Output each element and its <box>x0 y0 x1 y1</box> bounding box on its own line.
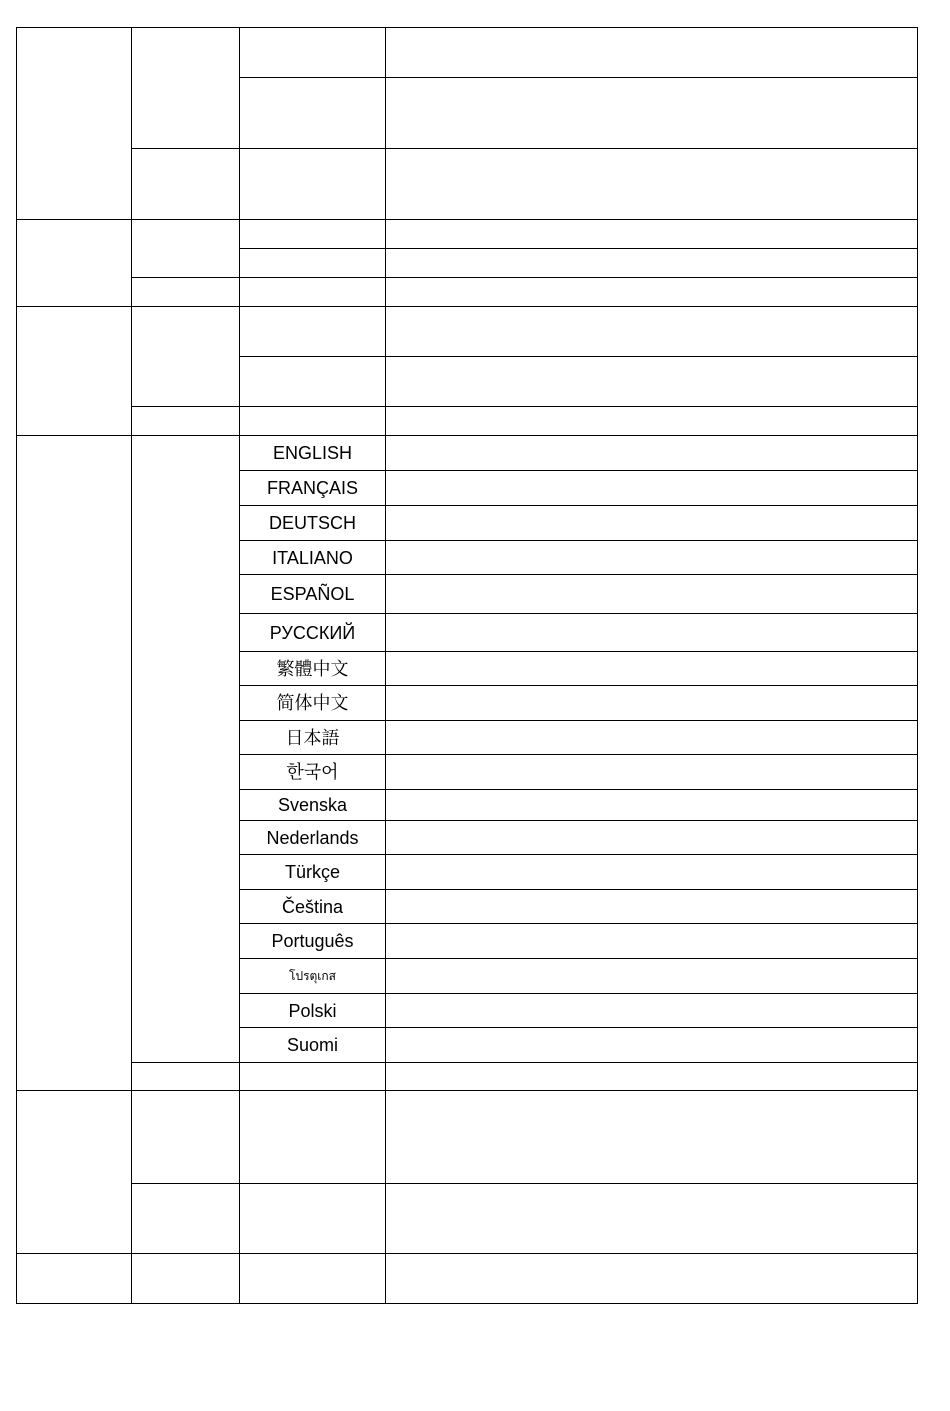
table-cell <box>240 407 386 436</box>
table-row <box>17 1254 918 1304</box>
language-option: 日本語 <box>240 721 386 755</box>
table-cell <box>240 1091 386 1184</box>
table-cell <box>132 1063 240 1091</box>
table-cell <box>386 614 918 652</box>
table-row <box>17 149 918 220</box>
table-row <box>17 407 918 436</box>
table-cell <box>386 1063 918 1091</box>
table-cell <box>240 220 386 249</box>
table-cell <box>132 220 240 278</box>
language-option: Suomi <box>240 1028 386 1063</box>
table-cell <box>17 436 132 1091</box>
language-option: DEUTSCH <box>240 506 386 541</box>
table-row <box>17 1184 918 1254</box>
language-option: ESPAÑOL <box>240 575 386 614</box>
table-cell <box>386 924 918 959</box>
table-cell <box>386 755 918 790</box>
table-cell <box>132 407 240 436</box>
table-cell <box>386 149 918 220</box>
table-cell <box>386 357 918 407</box>
table-cell <box>240 357 386 407</box>
table-cell <box>240 249 386 278</box>
spec-table <box>16 27 918 1304</box>
language-option: РУССКИЙ <box>240 614 386 652</box>
table-cell <box>240 1184 386 1254</box>
table-cell <box>386 249 918 278</box>
language-option: Polski <box>240 994 386 1028</box>
table-cell <box>386 855 918 890</box>
table-cell <box>386 407 918 436</box>
language-option: Svenska <box>240 790 386 821</box>
table-cell <box>386 821 918 855</box>
table-cell <box>17 1091 132 1254</box>
table-cell <box>386 994 918 1028</box>
language-option: ENGLISH <box>240 436 386 471</box>
table-row <box>17 220 918 249</box>
table-row <box>17 436 918 471</box>
language-option: Čeština <box>240 890 386 924</box>
table-cell <box>386 1254 918 1304</box>
table-cell <box>240 28 386 78</box>
language-option: Nederlands <box>240 821 386 855</box>
table-cell <box>386 28 918 78</box>
table-cell <box>386 541 918 575</box>
language-option: โปรตุเกส <box>240 959 386 994</box>
language-option: 简体中文 <box>240 686 386 721</box>
language-option: Türkçe <box>240 855 386 890</box>
table-cell <box>386 575 918 614</box>
language-option: ITALIANO <box>240 541 386 575</box>
table-cell <box>132 28 240 149</box>
table-cell <box>132 278 240 307</box>
table-row <box>17 1063 918 1091</box>
table-row <box>17 307 918 357</box>
table-cell <box>17 28 132 220</box>
table-cell <box>386 506 918 541</box>
table-row <box>17 1091 918 1184</box>
table-cell <box>132 1184 240 1254</box>
table-cell <box>240 307 386 357</box>
table-cell <box>386 721 918 755</box>
table-row <box>17 28 918 78</box>
table-cell <box>17 220 132 307</box>
table-cell <box>132 1254 240 1304</box>
table-row <box>17 278 918 307</box>
table-cell <box>386 1091 918 1184</box>
table-cell <box>386 471 918 506</box>
table-cell <box>240 149 386 220</box>
language-option: Português <box>240 924 386 959</box>
table-cell <box>240 1254 386 1304</box>
table-cell <box>386 1028 918 1063</box>
table-cell <box>240 78 386 149</box>
table-cell <box>386 790 918 821</box>
table-cell <box>386 436 918 471</box>
table-cell <box>386 686 918 721</box>
table-cell <box>386 890 918 924</box>
table-cell <box>386 1184 918 1254</box>
table-cell <box>386 652 918 686</box>
table-cell <box>386 220 918 249</box>
table-cell <box>17 1254 132 1304</box>
table-cell <box>386 307 918 357</box>
table-cell <box>132 1091 240 1184</box>
table-cell <box>240 1063 386 1091</box>
table-cell <box>17 307 132 436</box>
table-cell <box>132 307 240 407</box>
language-option: 한국어 <box>240 755 386 790</box>
table-cell <box>132 149 240 220</box>
table-cell <box>386 78 918 149</box>
table-cell <box>386 278 918 307</box>
table-cell <box>240 278 386 307</box>
table-cell <box>132 436 240 1063</box>
language-option: 繁體中文 <box>240 652 386 686</box>
language-option: FRANÇAIS <box>240 471 386 506</box>
table-cell <box>386 959 918 994</box>
